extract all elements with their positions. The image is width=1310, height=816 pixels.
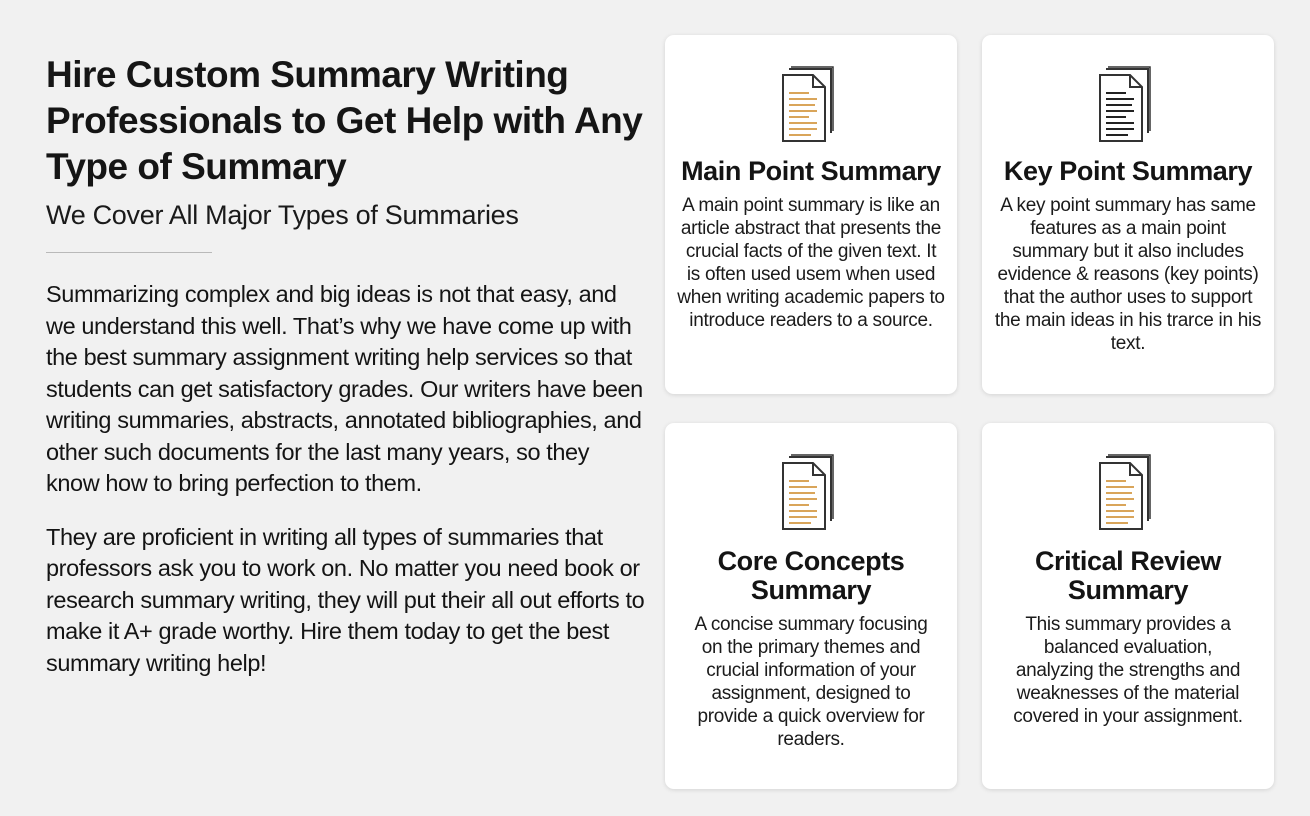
card-description: A key point summary has same features as a main point summary but it also includes evidence & reasons (key points) that the author uses to support the main ideas in his trarce in his text. xyxy=(994,195,1262,354)
card-title: Core Concepts Summary xyxy=(717,546,905,605)
document-icon xyxy=(1096,65,1160,145)
page-title: Hire Custom Summary Writing Professionals to Get Help with Any Type of Summary xyxy=(46,54,643,187)
divider xyxy=(46,252,212,253)
intro-paragraph-1: Summarizing complex and big ideas is not that easy, and we understand this well. That’s why we have come up with the best summary assignment writing help services so that students can get satisfactory grades. Our writers have been writing summaries, abstracts, annotated bibliographies, and other such documents for the last many years, so they know how to bring perfection to them. xyxy=(46,281,643,496)
card-key-point-summary xyxy=(982,35,1274,394)
page-subtitle: We Cover All Major Types of Summaries xyxy=(46,200,519,230)
card-main-point-summary xyxy=(665,35,957,394)
document-icon xyxy=(779,453,843,533)
card-title: Key Point Summary xyxy=(1003,156,1253,186)
document-icon xyxy=(1096,453,1160,533)
card-description: A main point summary is like an article abstract that presents the crucial facts of the given text. It is often used usem when used when writing academic papers to introduce readers to a source. xyxy=(677,195,945,331)
card-core-concepts-summary xyxy=(665,423,957,789)
card-title: Main Point Summary xyxy=(681,156,941,186)
card-critical-review-summary xyxy=(982,423,1274,789)
intro-section xyxy=(46,52,646,701)
card-title: Critical Review Summary xyxy=(1034,546,1222,605)
document-icon xyxy=(779,65,843,145)
card-description: This summary provides a balanced evaluation, analyzing the strengths and weaknesses of the material covered in your assignment. xyxy=(1013,614,1243,727)
card-description: A concise summary focusing on the primary themes and crucial information of your assignment, designed to provide a quick overview for readers. xyxy=(694,614,928,750)
intro-paragraph-2: They are proficient in writing all types of summaries that professors ask you to work on. No matter you need book or research summary writing, they will put their all out efforts to make it A+ grade worthy. Hire them today to get the best summary writing help! xyxy=(46,523,645,676)
